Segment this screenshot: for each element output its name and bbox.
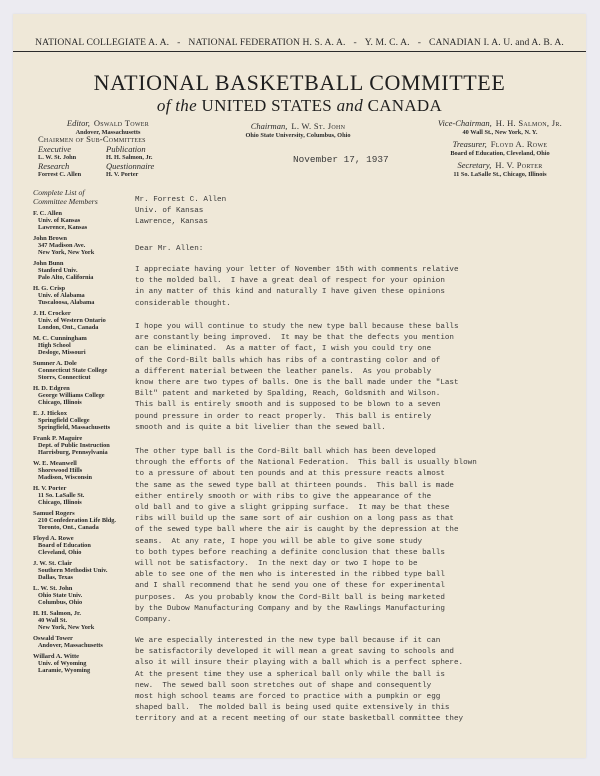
letterhead-subtitle bbox=[13, 96, 586, 115]
letter-paragraph-3: The other type ball is the Cord-Bilt ball which has been developed through the efforts of the National Federation. This ball is usually blown to a pressure of about ten pounds and at this pressure reacts almost the same as the sewed type ball at thirteen pounds. This ball is made either entirely smooth or with ribs to give the appearance of the old ball and to give a slight gripping surface. It may be that these ribs will build up the same sort of air cushion on a long pass as that of the sewed type ball where the air is caught by the depression at the seams. At any rate, I hope you will be able to give some study to both types before reaching a definite conclusion that these balls will not be satisfactory. In the next day or two I hope to be able to see one of the men who is interested in the ribbed type ball and I shall recommend that he send you one of these for experimental purposes. As you probably know the Cord-Bilt ball is being marketed by the Dubow Manufacturing Company and by the Rawlings Manufacturing Company. bbox=[135, 448, 477, 625]
members-heading bbox=[33, 188, 129, 206]
subcommittee-executive bbox=[38, 145, 106, 161]
member-name: John Brown bbox=[33, 235, 68, 242]
officer-vice-chairman bbox=[417, 117, 583, 136]
member-name: H. V. Porter bbox=[33, 485, 67, 492]
member-entry bbox=[33, 610, 129, 631]
subcommittee-chair: Forrest C. Allen bbox=[38, 171, 82, 178]
member-name: H. G. Crisp bbox=[33, 285, 66, 292]
subcommittee-questionnaire bbox=[106, 162, 188, 178]
chairman-role: Chairman, bbox=[250, 121, 288, 131]
subcommittee-research bbox=[38, 162, 106, 178]
member-organizations-bar bbox=[27, 38, 572, 48]
subtitle-country-2: CANADA bbox=[367, 96, 443, 115]
member-address-line: Columbus, Ohio bbox=[38, 599, 83, 606]
chairman-name: L. W. St. John bbox=[291, 121, 346, 131]
member-entry bbox=[33, 485, 129, 506]
member-address-line: 210 Confederation Life Bldg. bbox=[38, 517, 117, 524]
member-address-line: Board of Education bbox=[38, 542, 91, 549]
committee-members-list bbox=[33, 188, 129, 678]
subcommittee-chair: H. V. Porter bbox=[106, 171, 139, 178]
member-address-line: Cleveland, Ohio bbox=[38, 549, 82, 556]
subcommittee-label: Research bbox=[38, 161, 70, 171]
member-address-line: Connecticut State College bbox=[38, 367, 108, 374]
member-entry bbox=[33, 310, 129, 331]
letter-date: November 17, 1937 bbox=[293, 154, 389, 165]
member-address-line: Toronto, Ont., Canada bbox=[38, 524, 99, 531]
member-address-line: Univ. of Wyoming bbox=[38, 660, 87, 667]
member-address-line: Palo Alto, California bbox=[38, 274, 94, 281]
subcommittee-publication bbox=[106, 145, 188, 161]
member-entry bbox=[33, 360, 129, 381]
member-name: Samuel Rogers bbox=[33, 510, 75, 517]
member-address-line: Desloge, Missouri bbox=[38, 349, 86, 356]
member-name: F. C. Allen bbox=[33, 210, 63, 217]
member-name: L. W. St. John bbox=[33, 585, 73, 592]
officer-treasurer bbox=[417, 138, 583, 157]
member-address-line: Lawrence, Kansas bbox=[38, 224, 88, 231]
members-container bbox=[33, 210, 129, 674]
secretary-name: H. V. Porter bbox=[495, 160, 543, 170]
member-address-line: Chicago, Illinois bbox=[38, 399, 82, 406]
treasurer-name: Floyd A. Rowe bbox=[490, 139, 548, 149]
member-name: J. W. St. Clair bbox=[33, 560, 73, 567]
member-entry bbox=[33, 635, 129, 649]
org-ncaa: NATIONAL COLLEGIATE A. A. bbox=[35, 37, 170, 48]
member-name: H. D. Edgren bbox=[33, 385, 70, 392]
subcommittee-label: Executive bbox=[38, 144, 72, 154]
member-address-line: Storrs, Connecticut bbox=[38, 374, 91, 381]
member-entry bbox=[33, 410, 129, 431]
member-entry bbox=[33, 510, 129, 531]
treasurer-address: Board of Education, Cleveland, Ohio bbox=[450, 150, 550, 157]
member-name: J. H. Crocker bbox=[33, 310, 71, 317]
member-address-line: Springfield, Massachusetts bbox=[38, 424, 111, 431]
officer-chairman bbox=[213, 120, 383, 139]
org-national-federation: NATIONAL FEDERATION H. S. A. A. bbox=[188, 37, 346, 48]
separator: - bbox=[417, 37, 421, 48]
editor-role: Editor, bbox=[66, 118, 90, 128]
member-entry bbox=[33, 260, 129, 281]
letter-paragraph-4: We are especially interested in the new type ball because if it can be satisfactorily developed it will mean a great saving to schools and also it will insure their playing with a ball which is a perfect sphere. At the present time they use a spherical ball only while the ball is new. The sewed ball soon stretches out of shape and consequently most high school teams are forced to practice with a pumpkin or egg shaped ball. The molded ball is being used quite extensively in this territory and at a recent meeting of our state basketball committee they bbox=[135, 637, 464, 724]
member-name: E. J. Hickox bbox=[33, 410, 67, 417]
members-heading-line-1: Complete List of bbox=[33, 188, 85, 197]
member-name: Frank P. Maguire bbox=[33, 435, 83, 442]
member-entry bbox=[33, 285, 129, 306]
member-address-line: 11 So. LaSalle St. bbox=[38, 492, 85, 499]
member-name: Floyd A. Rowe bbox=[33, 535, 74, 542]
member-address-line: New York, New York bbox=[38, 624, 95, 631]
subcommittee-chair: L. W. St. John bbox=[38, 154, 77, 161]
chairman-address: Ohio State University, Columbus, Ohio bbox=[245, 132, 351, 139]
subcommittee-label: Publication bbox=[106, 144, 146, 154]
member-entry bbox=[33, 385, 129, 406]
treasurer-role: Treasurer, bbox=[452, 139, 487, 149]
member-address-line: Dallas, Texas bbox=[38, 574, 73, 581]
subtitle-country-1: UNITED STATES bbox=[201, 96, 333, 115]
member-address-line: Andover, Massachusetts bbox=[38, 642, 103, 649]
member-address-line: Shorewood Hills bbox=[38, 467, 83, 474]
member-address-line: Stanford Univ. bbox=[38, 267, 78, 274]
subtitle-and: and bbox=[336, 96, 363, 115]
secretary-role: Secretary, bbox=[457, 160, 492, 170]
member-address-line: High School bbox=[38, 342, 71, 349]
separator: - bbox=[177, 37, 181, 48]
subcommittee-label: Questionnaire bbox=[106, 161, 155, 171]
member-address-line: London, Ont., Canada bbox=[38, 324, 99, 331]
member-name: H. H. Salmon, Jr. bbox=[33, 610, 81, 617]
member-entry bbox=[33, 210, 129, 231]
member-address-line: New York, New York bbox=[38, 249, 95, 256]
member-entry bbox=[33, 560, 129, 581]
member-address-line: Dept. of Public Instruction bbox=[38, 442, 110, 449]
officer-secretary bbox=[417, 159, 583, 178]
member-address-line: Univ. of Western Ontario bbox=[38, 317, 106, 324]
member-entry bbox=[33, 335, 129, 356]
letterhead-title: NATIONAL BASKETBALL COMMITTEE bbox=[93, 70, 506, 95]
member-address-line: Ohio State Univ. bbox=[38, 592, 83, 599]
member-address-line: Laramie, Wyoming bbox=[38, 667, 91, 674]
member-entry bbox=[33, 585, 129, 606]
member-entry bbox=[33, 653, 129, 674]
subcommittee-chair: H. H. Salmon, Jr. bbox=[106, 154, 153, 161]
letter-salutation: Dear Mr. Allen: bbox=[135, 245, 204, 253]
member-address-line: Springfield College bbox=[38, 417, 90, 424]
member-address-line: Madison, Wisconsin bbox=[38, 474, 93, 481]
member-name: Willard A. Witte bbox=[33, 653, 80, 660]
member-name: Oswald Tower bbox=[33, 635, 73, 642]
org-canadian: CANADIAN I. A. U. and A. B. A. bbox=[428, 37, 564, 48]
members-heading-line-2: Committee Members bbox=[33, 197, 98, 206]
vice-chairman-role: Vice-Chairman, bbox=[437, 118, 492, 128]
member-address-line: Univ. of Kansas bbox=[38, 217, 81, 224]
vice-chairman-name: H. H. Salmon, Jr. bbox=[495, 118, 563, 128]
member-name: Sumner A. Dole bbox=[33, 360, 77, 367]
letter-page bbox=[13, 14, 586, 758]
subcommittee-chairmen bbox=[38, 134, 188, 178]
member-address-line: Univ. of Alabama bbox=[38, 292, 85, 299]
header-rule bbox=[13, 51, 586, 52]
letter-paragraph-1: I appreciate having your letter of November 15th with comments relative to the molded ball. I have a great deal of respect for your opinion in any matter of this kind and naturally I have given these opinions considerable thought. bbox=[135, 266, 459, 308]
member-name: W. E. Meanwell bbox=[33, 460, 77, 467]
vice-chairman-address: 40 Wall St., New York, N. Y. bbox=[462, 129, 538, 136]
member-address-line: Harrisburg, Pennsylvania bbox=[38, 449, 108, 456]
member-address-line: 40 Wall St. bbox=[38, 617, 68, 624]
member-address-line: Tuscaloosa, Alabama bbox=[38, 299, 95, 306]
editor-address: Andover, Massachusetts bbox=[75, 129, 141, 136]
member-entry bbox=[33, 435, 129, 456]
member-address-line: George Williams College bbox=[38, 392, 105, 399]
member-entry bbox=[33, 460, 129, 481]
member-address-line: 347 Madison Ave. bbox=[38, 242, 86, 249]
member-address-line: Chicago, Illinois bbox=[38, 499, 82, 506]
letter-paragraph-2: I hope you will continue to study the new type ball because these balls are constantly being improved. It may be that the defects you mention can be eliminated. As a matter of fact, I wish you could try one of the Cord-Bilt balls which has ribs of a contrasting color and of a different material between the leather panels. As you probably know there are two types of balls. One is the ball made under the "Last Bilt" patent and marketed by Spalding, Reach, Goldsmith and Wilson. This ball is entirely smooth and is supposed to be blown to a seven pound pressure in order to react properly. This ball is entirely smooth and is quite a bit livelier than the sewed ball. bbox=[135, 323, 459, 432]
letter-addressee: Mr. Forrest C. Allen Univ. of Kansas Lawrence, Kansas bbox=[135, 196, 227, 227]
member-address-line: Southern Methodist Univ. bbox=[38, 567, 108, 574]
member-name: John Bunn bbox=[33, 260, 64, 267]
subtitle-of-the: of the bbox=[156, 96, 197, 115]
member-entry bbox=[33, 535, 129, 556]
org-ymca: Y. M. C. A. bbox=[364, 37, 410, 48]
separator: - bbox=[353, 37, 357, 48]
editor-name: Oswald Tower bbox=[93, 118, 150, 128]
member-name: M. C. Cunningham bbox=[33, 335, 87, 342]
member-entry bbox=[33, 235, 129, 256]
secretary-address: 11 So. LaSalle St., Chicago, Illinois bbox=[453, 171, 547, 178]
subcommittee-heading: Chairmen of Sub-Committees bbox=[38, 134, 146, 144]
